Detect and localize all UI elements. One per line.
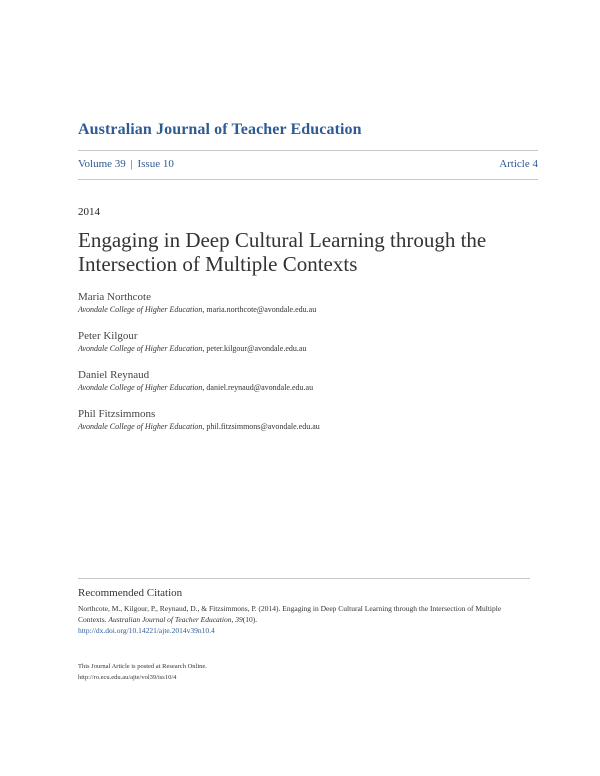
paper-title: Engaging in Deep Cultural Learning through the Intersection of Multiple Contexts: [78, 228, 487, 276]
footer-note: [78, 661, 530, 683]
author-entry: [78, 290, 538, 329]
author-institution: Avondale College of Higher Education: [78, 344, 203, 353]
author-affiliation: [78, 343, 538, 355]
citation-issue: (10).: [242, 615, 258, 624]
author-name: Maria Northcote: [78, 291, 151, 303]
doi-link[interactable]: http://dx.doi.org/10.14221/ajte.2014v39n10.4: [78, 626, 215, 635]
author-name: Peter Kilgour: [78, 330, 138, 342]
author-entry: [78, 368, 538, 407]
author-affiliation: [78, 382, 538, 394]
author-email[interactable]: , maria.northcote@avondale.edu.au: [202, 305, 317, 314]
recommended-citation: [78, 578, 530, 636]
author-affiliation: [78, 304, 538, 316]
citation-authors-title: Northcote, M., Kilgour, P., Reynaud, D., & Fitzsimmons, P. (2014). Engaging in Deep Cultural Learning through the Intersection of Multiple Contexts.: [78, 604, 502, 624]
author-email[interactable]: , phil.fitzsimmons@avondale.edu.au: [202, 422, 320, 431]
author-entry: [78, 329, 538, 368]
issue-separator: |: [130, 158, 133, 170]
footer-url-link[interactable]: http://ro.ecu.edu.au/ajte/vol39/iss10/4: [78, 674, 177, 681]
author-institution: Avondale College of Higher Education: [78, 383, 203, 392]
citation-heading: Recommended Citation: [78, 587, 183, 599]
author-email[interactable]: , daniel.reynaud@avondale.edu.au: [202, 383, 314, 392]
author-affiliation: [78, 421, 538, 433]
footer-posted-text: This Journal Article is posted at Research Online.: [78, 663, 207, 670]
author-name: Daniel Reynaud: [78, 369, 150, 381]
citation-journal: Australian Journal of Teacher Education, 39: [108, 615, 243, 624]
citation-text: [78, 603, 530, 625]
article-number-link[interactable]: Article 4: [499, 158, 538, 170]
issue-link[interactable]: Issue 10: [137, 158, 174, 170]
author-email[interactable]: , peter.kilgour@avondale.edu.au: [202, 344, 307, 353]
volume-link[interactable]: Volume 39: [78, 158, 126, 170]
author-institution: Avondale College of Higher Education: [78, 422, 203, 431]
journal-title[interactable]: Australian Journal of Teacher Education: [78, 121, 362, 138]
author-name: Phil Fitzsimmons: [78, 408, 156, 420]
author-list: [78, 290, 538, 446]
issue-bar: [78, 150, 538, 180]
author-institution: Avondale College of Higher Education: [78, 305, 203, 314]
publication-year: 2014: [78, 206, 100, 218]
author-entry: [78, 407, 538, 446]
issue-info: [78, 158, 174, 170]
